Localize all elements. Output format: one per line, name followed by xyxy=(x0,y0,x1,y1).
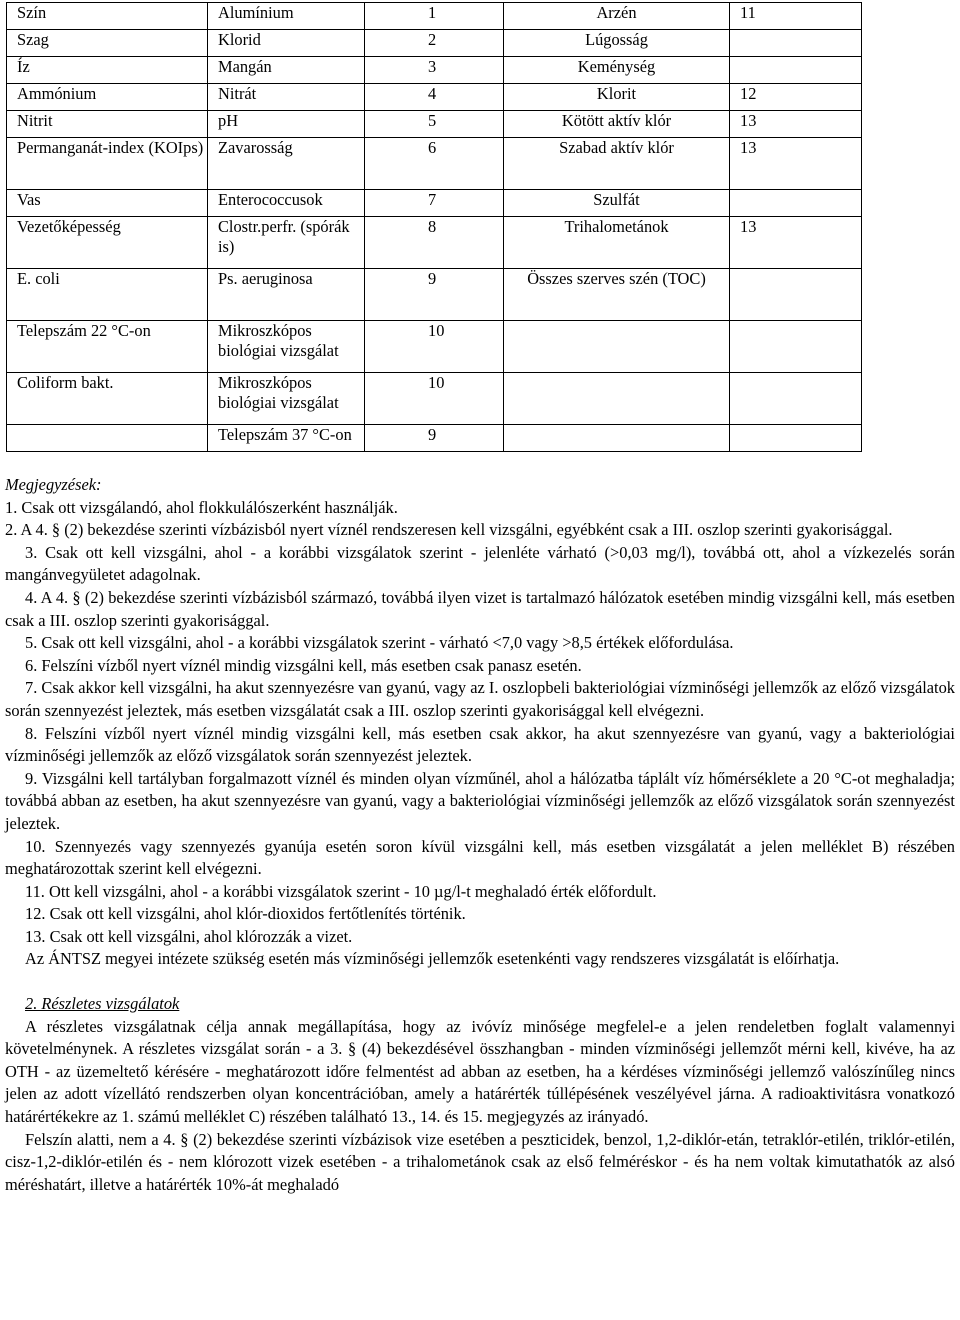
table-cell-c5 xyxy=(730,425,862,452)
table-cell-c2: Klorid xyxy=(208,30,365,57)
table-cell-c3: 9 xyxy=(365,269,504,321)
table-cell-c5: 12 xyxy=(730,84,862,111)
table-cell-c5: 13 xyxy=(730,217,862,269)
table-cell-c4: Kötött aktív klór xyxy=(504,111,730,138)
table-cell-c3: 6 xyxy=(365,138,504,190)
table-cell-c1 xyxy=(7,425,208,452)
section-2-paragraph-2: Felszín alatti, nem a 4. § (2) bekezdése szerinti vízbázisok vize esetében a peszticidek, benzol, 1,2-diklór-etán, tetraklór-etilén, triklór-etilén, cisz-1,2-diklór-etilén és - nem klórozott vizek esetében - a trihalometánok csak az első felméréskor - és ha nem voltak kimutathatók az alsó méréshatárt, illetve a határérték 10%-át meghaladó xyxy=(5,1129,955,1194)
section-2-paragraph-1: A részletes vizsgálatnak célja annak megállapítása, hogy az ivóvíz minősége megfelel-e a jelen rendeletben foglalt valamennyi követelménynek. A részletes vizsgálat során - a 3. § (4) bekezdésével összhangban - minden vízminőségi jellemzőt mérni kell, kivéve, ha az OTH - az üzemeltető kérésére - meghatározott időre felmentést ad abban az esetben, ha a kérdéses vízminőségi jellemző valószínűleg nincs jelen az adott vízellátó rendszerben olyan koncentrációban, amely a határérték túllépésének veszélyével járna. A radioaktivitásra vonatkozó határértékekre az 1. számú melléklet C) részében található 13., 14. és 15. megjegyzés az irányadó. xyxy=(5,1016,955,1127)
table-cell-c3: 3 xyxy=(365,57,504,84)
table-cell-c1: Nitrit xyxy=(7,111,208,138)
note-3: 3. Csak ott kell vizsgálni, ahol - a korábbi vizsgálatok szerint - jelenléte várható (>0,03 mg/l), továbbá ott, ahol a vízkezelés során mangánvegyületet adagolnak. xyxy=(5,542,955,585)
note-8: 8. Felszíni vízből nyert víznél mindig vizsgálni kell, más esetben csak akkor, ha akut szennyezésre van gyanú, vagy a bakteriológiai vízminőségi jellemzők az előző vizsgálatok során szennyezést jeleztek. xyxy=(5,723,955,766)
table-cell-c2: pH xyxy=(208,111,365,138)
table-cell-c3: 9 xyxy=(365,425,504,452)
table-cell-c2: Enterococcusok xyxy=(208,190,365,217)
table-cell-c2: Telepszám 37 °C-on xyxy=(208,425,365,452)
note-9: 9. Vizsgálni kell tartályban forgalmazott víznél és minden olyan vízműnél, ahol a hálózatba táplált víz hőmérséklete a 20 °C-ot meghaladja; továbbá abban az esetben, ha akut szennyezésre van gyanú, vagy a bakteriológiai vízminőségi jellemzők az előző vizsgálatok során szennyezést jeleztek. xyxy=(5,768,955,833)
table-cell-c3: 8 xyxy=(365,217,504,269)
table-cell-c5: 11 xyxy=(730,3,862,30)
table-cell-c2: Nitrát xyxy=(208,84,365,111)
table-row xyxy=(7,57,862,84)
table-cell-c1: Ammónium xyxy=(7,84,208,111)
table-row xyxy=(7,269,862,321)
table-cell-c2: Mikroszkópos biológiai vizsgálat xyxy=(208,373,365,425)
table-cell-c3: 4 xyxy=(365,84,504,111)
table-cell-c1: Coliform bakt. xyxy=(7,373,208,425)
table-cell-c4: Szulfát xyxy=(504,190,730,217)
table-cell-c1: Szín xyxy=(7,3,208,30)
table-cell-c4: Szabad aktív klór xyxy=(504,138,730,190)
table-cell-c2: Clostr.perfr. (spórák is) xyxy=(208,217,365,269)
note-1: 1. Csak ott vizsgálandó, ahol flokkulálószerként használják. xyxy=(5,497,398,517)
table-cell-c2: Mikroszkópos biológiai vizsgálat xyxy=(208,321,365,373)
table-cell-c5 xyxy=(730,373,862,425)
table-cell-c3: 10 xyxy=(365,321,504,373)
section-spacer xyxy=(5,971,955,993)
table-row xyxy=(7,321,862,373)
table-row xyxy=(7,373,862,425)
table-cell-c4: Arzén xyxy=(504,3,730,30)
table-row xyxy=(7,425,862,452)
note-10: 10. Szennyezés vagy szennyezés gyanúja esetén soron kívül vizsgálni kell, más esetben vizsgálatát a jelen melléklet B) részében meghatározottak szerint kell elvégezni. xyxy=(5,836,955,879)
table-cell-c3: 10 xyxy=(365,373,504,425)
table-cell-c4: Keménység xyxy=(504,57,730,84)
table-cell-c2: Alumínium xyxy=(208,3,365,30)
parameter-table xyxy=(6,2,862,452)
table-cell-c4 xyxy=(504,321,730,373)
note-7: 7. Csak akkor kell vizsgálni, ha akut szennyezésre van gyanú, vagy az I. oszlopbeli bakteriológiai vízminőségi jellemzők az előző vizsgálatok során szennyezést jeleztek, más esetben vizsgálatát csak a III. oszlop szerinti gyakorisággal kell elvégezni. xyxy=(5,678,955,720)
table-cell-c4: Klorit xyxy=(504,84,730,111)
table-cell-c2: Zavarosság xyxy=(208,138,365,190)
table-cell-c5 xyxy=(730,190,862,217)
table-row xyxy=(7,30,862,57)
table-row xyxy=(7,217,862,269)
note-4: 4. A 4. § (2) bekezdése szerinti vízbázisból származó, továbbá ilyen vizet is tartalmazó hálózatok esetében mindig vizsgálni kell, más esetben csak a III. oszlop szerinti gyakorisággal. xyxy=(5,587,955,630)
notes-closing: Az ÁNTSZ megyei intézete szükség esetén más vízminőségi jellemzők esetenkénti vagy rendszeres vizsgálatát is előírhatja. xyxy=(25,949,840,969)
table-cell-c4: Lúgosság xyxy=(504,30,730,57)
notes-section xyxy=(5,474,955,1196)
table-cell-c5 xyxy=(730,321,862,373)
section-2-heading: 2. Részletes vizsgálatok xyxy=(25,994,180,1014)
table-row xyxy=(7,3,862,30)
table-cell-c3: 2 xyxy=(365,30,504,57)
note-6: 6. Felszíni vízből nyert víznél mindig vizsgálni kell, más esetben csak panasz esetén. xyxy=(25,655,582,675)
table-cell-c5 xyxy=(730,57,862,84)
table-cell-c2: Ps. aeruginosa xyxy=(208,269,365,321)
table-cell-c5: 13 xyxy=(730,138,862,190)
note-2: 2. A 4. § (2) bekezdése szerinti vízbázisból nyert víznél rendszeresen kell vizsgálni, egyébként csak a III. oszlop szerinti gyakorisággal. xyxy=(5,520,893,540)
table-row xyxy=(7,138,862,190)
table-cell-c1: Íz xyxy=(7,57,208,84)
table-cell-c1: E. coli xyxy=(7,269,208,321)
table-cell-c5 xyxy=(730,30,862,57)
table-cell-c4: Trihalometánok xyxy=(504,217,730,269)
note-12: 12. Csak ott kell vizsgálni, ahol klór-dioxidos fertőtlenítés történik. xyxy=(25,904,466,924)
table-cell-c4 xyxy=(504,425,730,452)
table-cell-c1: Permanganát-index (KOIps) xyxy=(7,138,208,190)
table-cell-c4 xyxy=(504,373,730,425)
table-cell-c3: 7 xyxy=(365,190,504,217)
table-row xyxy=(7,190,862,217)
note-5: 5. Csak ott kell vizsgálni, ahol - a korábbi vizsgálatok szerint - várható <7,0 vagy >8,5 értékek előfordulása. xyxy=(25,633,734,653)
table-cell-c3: 5 xyxy=(365,111,504,138)
table-cell-c3: 1 xyxy=(365,3,504,30)
table-cell-c1: Telepszám 22 °C-on xyxy=(7,321,208,373)
table-row xyxy=(7,84,862,111)
parameter-table-body xyxy=(7,3,862,452)
table-cell-c1: Vezetőképesség xyxy=(7,217,208,269)
table-cell-c4: Összes szerves szén (TOC) xyxy=(504,269,730,321)
note-11: 11. Ott kell vizsgálni, ahol - a korábbi vizsgálatok szerint - 10 µg/l-t meghaladó érték előfordult. xyxy=(25,881,657,901)
table-cell-c1: Szag xyxy=(7,30,208,57)
table-cell-c5: 13 xyxy=(730,111,862,138)
table-cell-c5 xyxy=(730,269,862,321)
table-cell-c1: Vas xyxy=(7,190,208,217)
table-cell-c2: Mangán xyxy=(208,57,365,84)
note-13: 13. Csak ott kell vizsgálni, ahol klórozzák a vizet. xyxy=(25,926,353,946)
table-row xyxy=(7,111,862,138)
notes-heading: Megjegyzések: xyxy=(5,475,102,494)
